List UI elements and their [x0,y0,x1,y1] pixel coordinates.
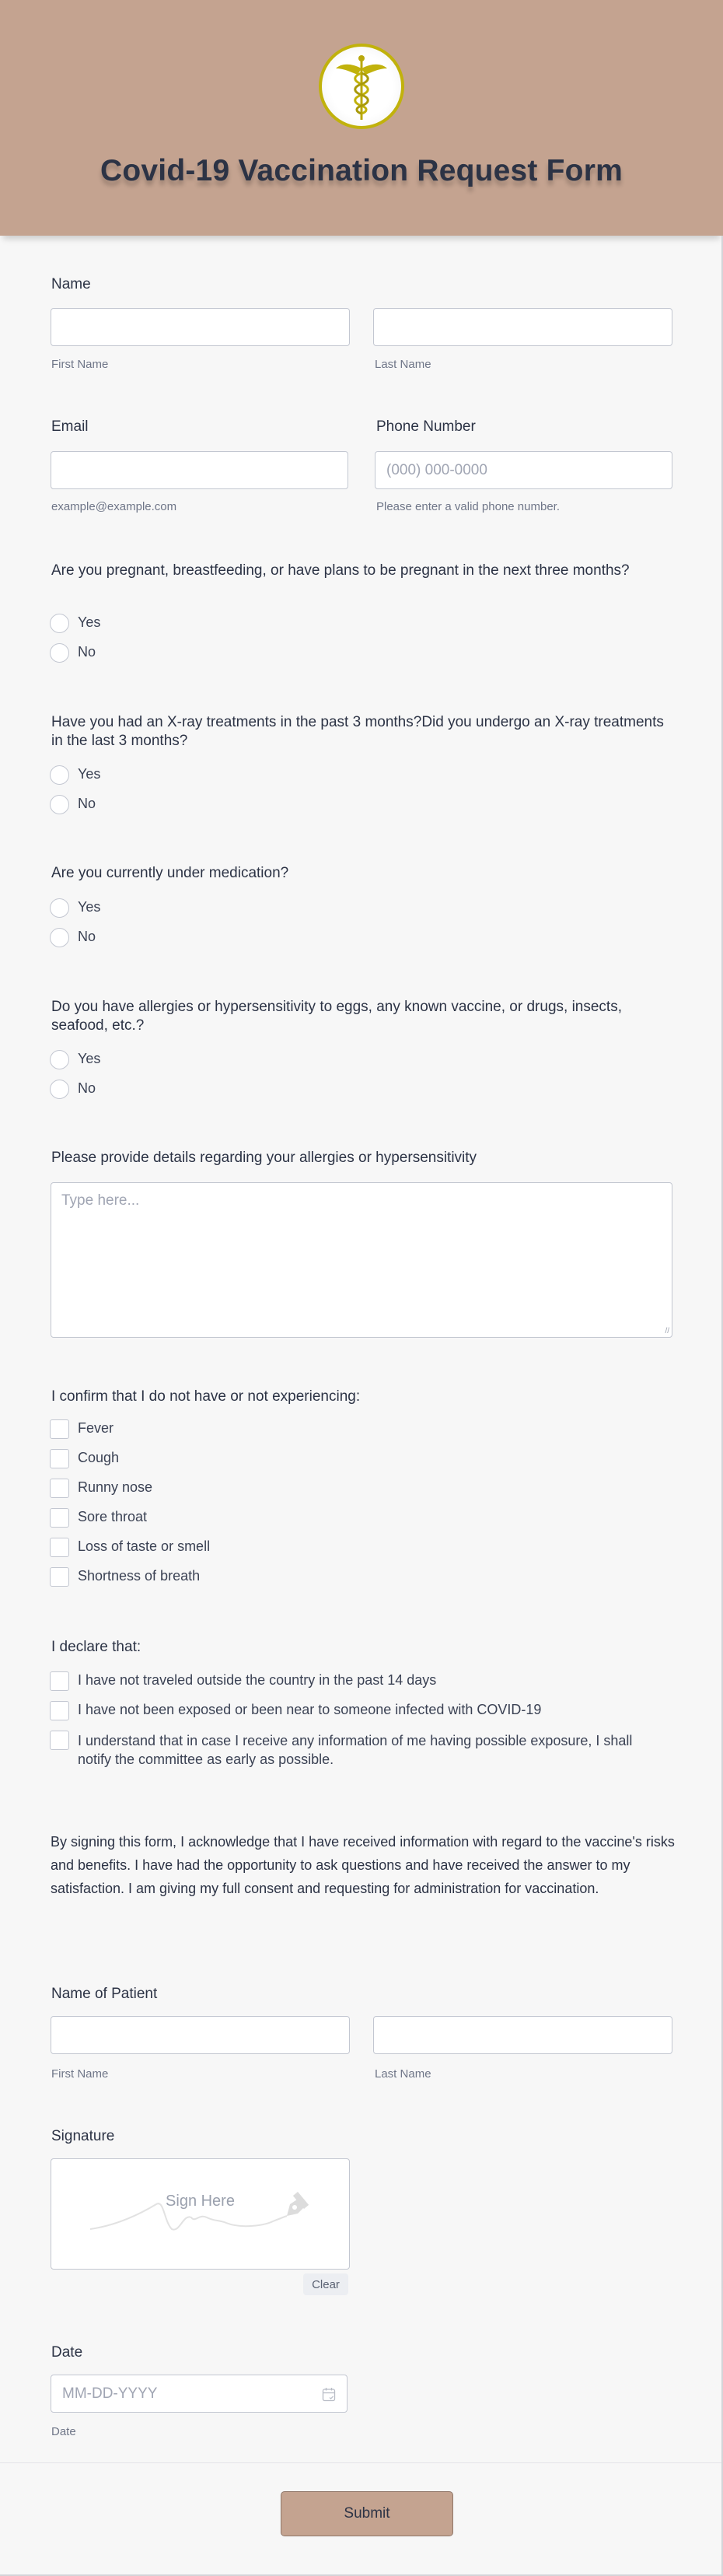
checkbox-runny-nose[interactable] [50,1479,69,1498]
radio-label: Yes [78,899,101,915]
resize-handle-icon[interactable]: // [665,1327,669,1335]
checkbox-label: Cough [78,1450,120,1465]
last-name-sublabel: Last Name [375,358,431,371]
question-allergies-label: Do you have allergies or hypersensitivity to eggs, any known vaccine, or drugs, insects, seafood, etc.? [51,999,622,1034]
checkbox-no-exposure[interactable] [50,1701,69,1720]
signature-label: Signature [51,2128,115,2144]
checkbox-label: Shortness of breath [78,1568,201,1584]
checkbox-label: Runny nose [78,1479,153,1495]
phone-sublabel: Please enter a valid phone number. [376,500,560,513]
first-name-sublabel: First Name [51,358,109,371]
date-input[interactable] [51,2375,348,2413]
consent-text: By signing this form, I acknowledge that I have received information with regard to the vaccine's risks and benefits. I have had the opportunity to ask questions and have received the answer to my satisfaction. I am giving my full consent and requesting for administration for vaccination. [51,1834,675,1896]
email-sublabel: example@example.com [51,500,177,513]
form-header [0,0,723,236]
radio-pregnant-yes[interactable] [50,614,69,633]
checkbox-cough[interactable] [50,1449,69,1468]
radio-label: Yes [78,766,101,782]
date-placeholder: MM-DD-YYYY [62,2385,158,2402]
calendar-icon[interactable] [322,2387,336,2402]
radio-label: No [78,644,96,660]
radio-label: Yes [78,1051,101,1066]
checkbox-no-travel[interactable] [50,1671,69,1691]
checkbox-shortness-of-breath[interactable] [50,1567,69,1587]
checkbox-sore-throat[interactable] [50,1508,69,1528]
radio-xray-yes[interactable] [50,765,69,785]
patient-last-name-input[interactable] [373,2016,672,2054]
email-label: Email [51,418,89,435]
allergy-details-textarea[interactable] [51,1182,672,1338]
date-sublabel: Date [51,2425,76,2438]
name-label: Name [51,276,91,292]
checkbox-label: Fever [78,1420,114,1436]
radio-allergies-no[interactable] [50,1080,69,1099]
submit-button[interactable]: Submit [281,2491,453,2536]
page-title: Covid-19 Vaccination Request Form [100,154,623,187]
patient-first-name-input[interactable] [51,2016,350,2054]
radio-allergies-yes[interactable] [50,1050,69,1069]
question-medication-label: Are you currently under medication? [51,865,289,881]
checkbox-label: Loss of taste or smell [78,1538,211,1554]
checkbox-label: I have not been exposed or been near to someone infected with COVID-19 [78,1702,542,1717]
checkbox-loss-of-taste[interactable] [50,1538,69,1557]
checkbox-fever[interactable] [50,1419,69,1439]
sign-here-placeholder: Sign Here [166,2193,235,2210]
patient-name-label: Name of Patient [51,1986,158,2002]
signature-pad[interactable] [51,2158,350,2270]
phone-label: Phone Number [376,418,476,435]
question-pregnant-label: Are you pregnant, breastfeeding, or have plans to be pregnant in the next three months? [51,562,630,579]
textarea-placeholder: Type here... [61,1192,140,1209]
radio-label: Yes [78,614,101,630]
date-label: Date [51,2344,83,2361]
checkbox-label: Sore throat [78,1509,148,1524]
allergy-details-label: Please provide details regarding your allergies or hypersensitivity [51,1150,477,1166]
footer-divider [0,2462,721,2463]
radio-label: No [78,1080,96,1096]
radio-medication-yes[interactable] [50,898,69,918]
declaration-label: I declare that: [51,1639,141,1655]
patient-first-name-sublabel: First Name [51,2067,109,2081]
phone-input[interactable]: (000) 000-0000 [375,451,672,489]
last-name-input[interactable] [373,308,672,346]
symptoms-label: I confirm that I do not have or not experiencing: [51,1388,361,1405]
checkbox-notify-committee[interactable] [50,1731,69,1750]
radio-medication-no[interactable] [50,928,69,947]
first-name-input[interactable] [51,308,350,346]
question-xray-label: Have you had an X-ray treatments in the past 3 months?Did you undergo an X-ray treatments in the last 3 months? [51,714,664,749]
email-input[interactable] [51,451,348,489]
checkbox-label: I understand that in case I receive any information of me having possible exposure, I shall notify the committee as early as possible. [78,1733,633,1767]
checkbox-label: I have not traveled outside the country in the past 14 days [78,1672,437,1688]
patient-last-name-sublabel: Last Name [375,2067,431,2081]
radio-label: No [78,796,96,811]
radio-label: No [78,929,96,944]
radio-pregnant-no[interactable] [50,643,69,663]
radio-xray-no[interactable] [50,795,69,814]
clear-signature-button[interactable]: Clear [303,2273,348,2295]
caduceus-icon [319,44,404,129]
